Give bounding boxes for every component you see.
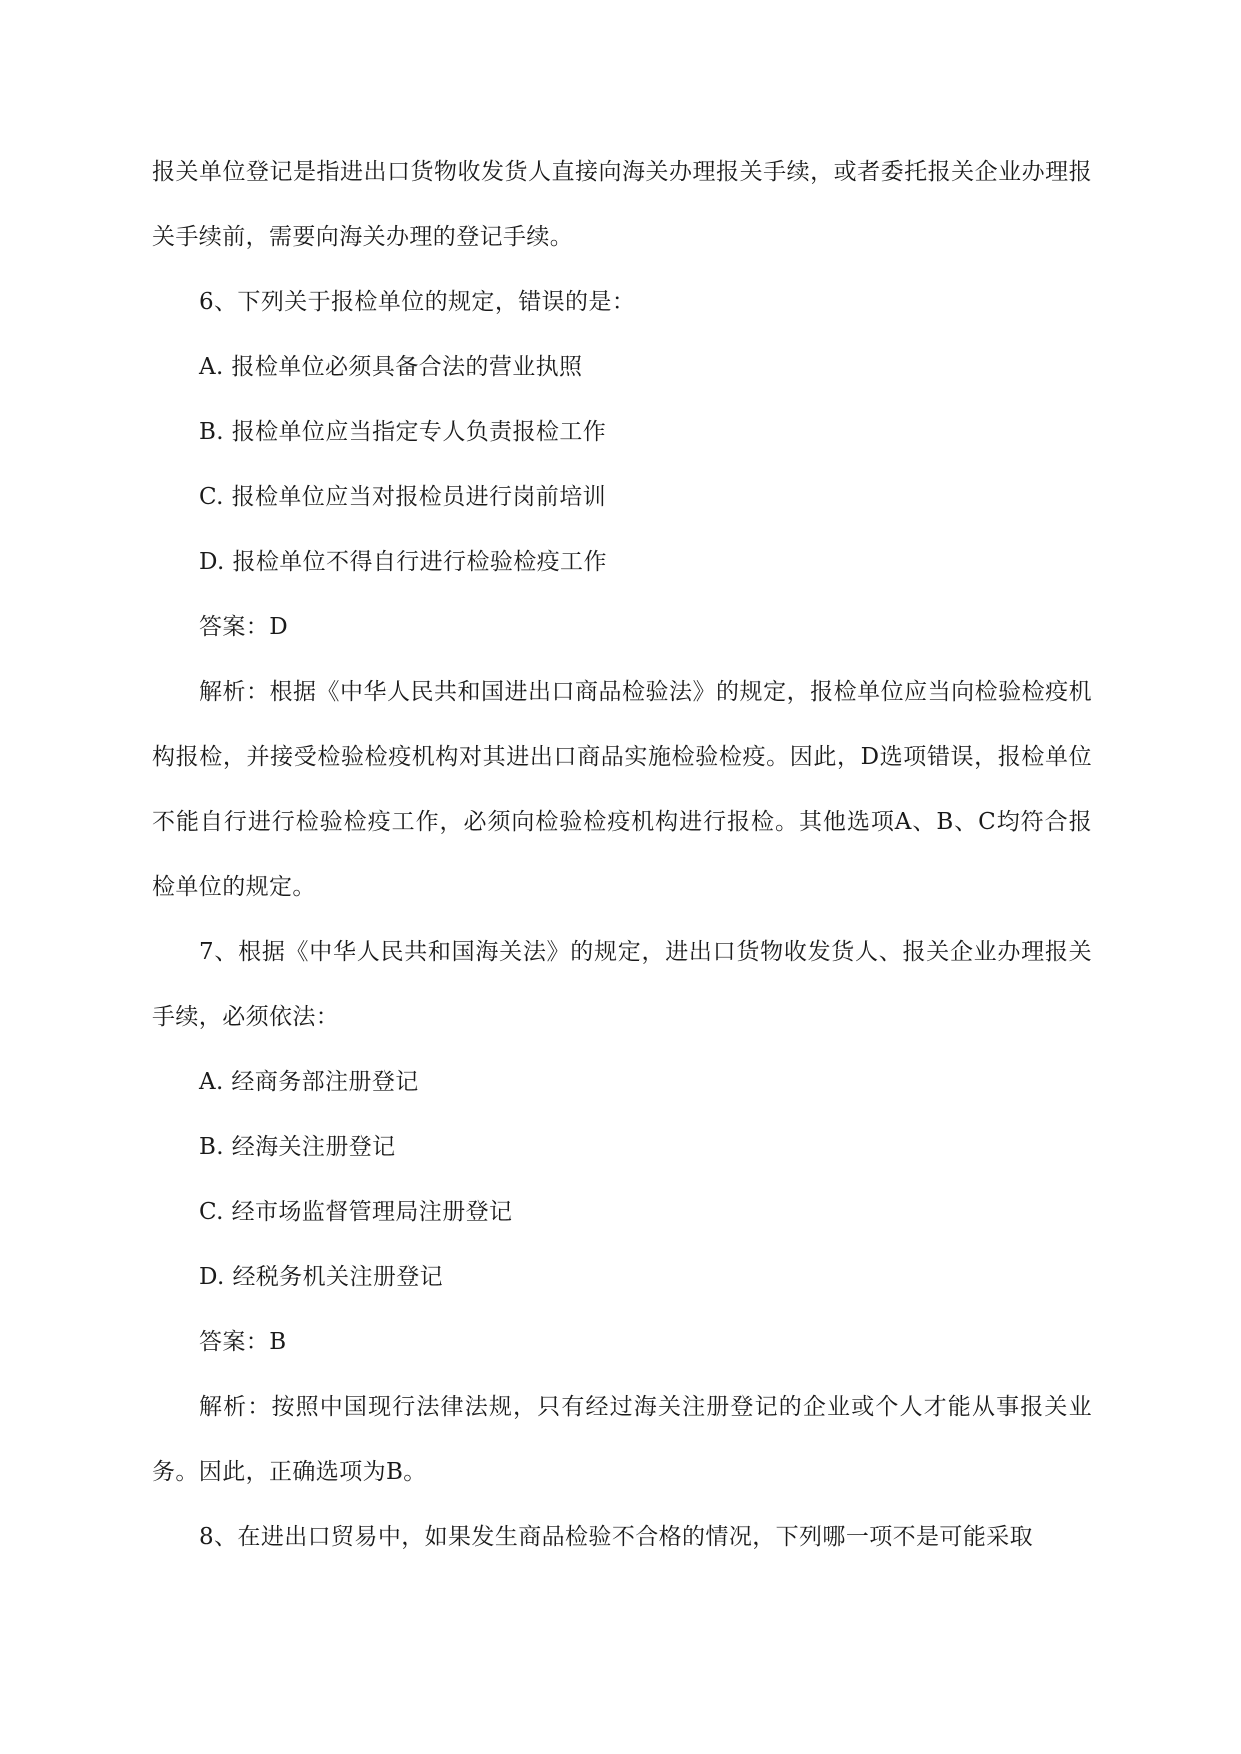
paragraph-registration-definition: 报关单位登记是指进出口货物收发货人直接向海关办理报关手续，或者委托报关企业办理报关手续前，需要向海关办理的登记手续。 [152, 159, 1092, 250]
question-7-option-c: C. 经市场监督管理局注册登记 [199, 1199, 513, 1225]
document-body [152, 140, 1092, 1570]
question-8: 8、在进出口贸易中，如果发生商品检验不合格的情况，下列哪一项不是可能采取 [199, 1524, 1034, 1550]
question-6-option-c: C. 报检单位应当对报检员进行岗前培训 [199, 484, 607, 510]
question-7-option-a: A. 经商务部注册登记 [199, 1069, 419, 1095]
question-7-option-b: B. 经海关注册登记 [199, 1134, 396, 1160]
question-7-answer: 答案：B [199, 1329, 287, 1355]
question-6-explanation: 解析：根据《中华人民共和国进出口商品检验法》的规定，报检单位应当向检验检疫机构报检，并接受检验检疫机构对其进出口商品实施检验检疫。因此，D选项错误，报检单位不能自行进行检验检疫工作，必须向检验检疫机构进行报检。其他选项A、B、C均符合报检单位的规定。 [152, 679, 1092, 900]
question-6-option-d: D. 报检单位不得自行进行检验检疫工作 [199, 549, 607, 575]
question-7: 7、根据《中华人民共和国海关法》的规定，进出口货物收发货人、报关企业办理报关手续，必须依法： [152, 939, 1092, 1030]
question-6-answer: 答案：D [199, 614, 289, 640]
question-7-explanation: 解析：按照中国现行法律法规，只有经过海关注册登记的企业或个人才能从事报关业务。因此，正确选项为B。 [152, 1394, 1092, 1485]
question-6-option-b: B. 报检单位应当指定专人负责报检工作 [199, 419, 607, 445]
question-7-option-d: D. 经税务机关注册登记 [199, 1264, 444, 1290]
question-6-option-a: A. 报检单位必须具备合法的营业执照 [199, 354, 583, 380]
question-6: 6、下列关于报检单位的规定，错误的是： [199, 289, 636, 315]
